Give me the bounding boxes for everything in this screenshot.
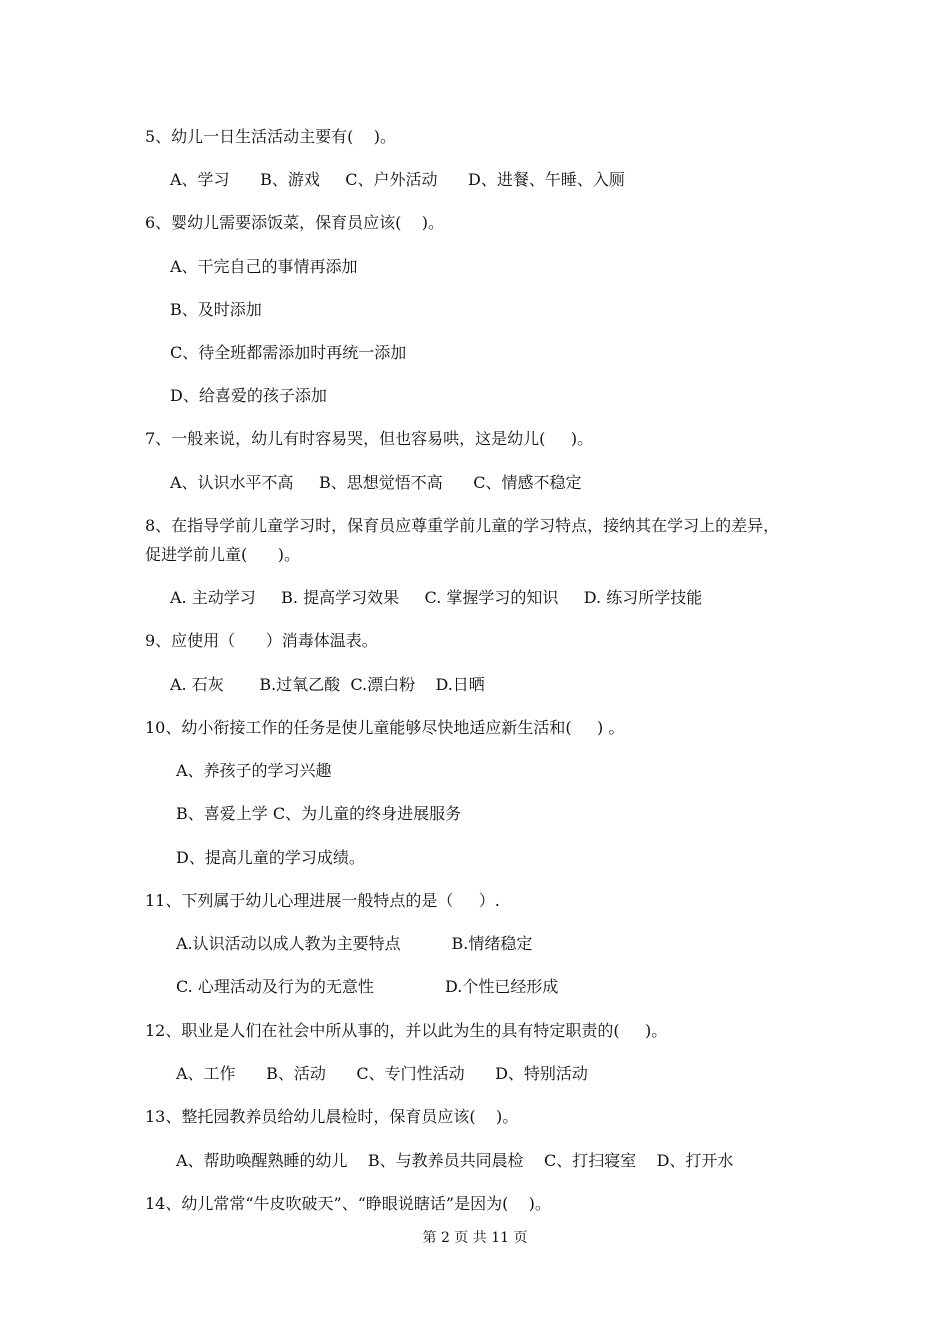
page-number-footer: 第 2 页 共 11 页 <box>422 1230 528 1246</box>
question-11-stem: 11、下列属于幼儿心理进展一般特点的是（ ）. <box>145 891 500 910</box>
question-9-options: A. 石灰 B.过氧乙酸 C.漂白粉 D.日晒 <box>170 675 485 694</box>
question-7-options: A、认识水平不高 B、思想觉悟不高 C、情感不稳定 <box>170 473 582 492</box>
question-7-stem: 7、一般来说，幼儿有时容易哭，但也容易哄，这是幼儿( )。 <box>145 429 594 448</box>
question-5-stem: 5、幼儿一日生活活动主要有( )。 <box>145 127 397 146</box>
question-13-stem: 13、整托园教养员给幼儿晨检时，保育员应该( )。 <box>145 1107 519 1126</box>
question-6-option-b: B、及时添加 <box>170 300 262 319</box>
question-6-option-c: C、待全班都需添加时再统一添加 <box>170 343 407 362</box>
question-10-stem: 10、幼小衔接工作的任务是使儿童能够尽快地适应新生活和( ) 。 <box>145 718 625 737</box>
question-8-stem-line2: 促进学前儿童( )。 <box>145 545 301 564</box>
question-8-options: A. 主动学习 B. 提高学习效果 C. 掌握学习的知识 D. 练习所学技能 <box>170 588 703 607</box>
question-9-stem: 9、应使用（ ）消毒体温表。 <box>145 631 378 650</box>
question-10-option-bc: B、喜爱上学 C、为儿童的终身进展服务 <box>176 804 462 823</box>
question-5-options: A、学习 B、游戏 C、户外活动 D、进餐、午睡、入厕 <box>170 170 625 189</box>
question-12-options: A、工作 B、活动 C、专门性活动 D、特别活动 <box>176 1064 588 1083</box>
question-6-option-a: A、干完自己的事情再添加 <box>170 257 358 276</box>
question-10-option-d: D、提高儿童的学习成绩。 <box>176 848 365 867</box>
question-13-options: A、帮助唤醒熟睡的幼儿 B、与教养员共同晨检 C、打扫寝室 D、打开水 <box>176 1151 734 1170</box>
question-11-options-row1: A.认识活动以成人教为主要特点 B.情绪稳定 <box>176 934 533 953</box>
question-11-options-row2: C. 心理活动及行为的无意性 D.个性已经形成 <box>176 977 559 996</box>
question-14-stem: 14、幼儿常常“牛皮吹破天”、“睁眼说瞎话”是因为( )。 <box>145 1194 551 1213</box>
question-6-stem: 6、婴幼儿需要添饭菜，保育员应该( )。 <box>145 213 445 232</box>
question-8-stem-line1: 8、在指导学前儿童学习时，保育员应尊重学前儿童的学习特点，接纳其在学习上的差异， <box>145 516 780 535</box>
question-6-option-d: D、给喜爱的孩子添加 <box>170 386 327 405</box>
question-10-option-a: A、养孩子的学习兴趣 <box>176 761 332 780</box>
question-12-stem: 12、职业是人们在社会中所从事的，并以此为生的具有特定职责的( )。 <box>145 1021 668 1040</box>
